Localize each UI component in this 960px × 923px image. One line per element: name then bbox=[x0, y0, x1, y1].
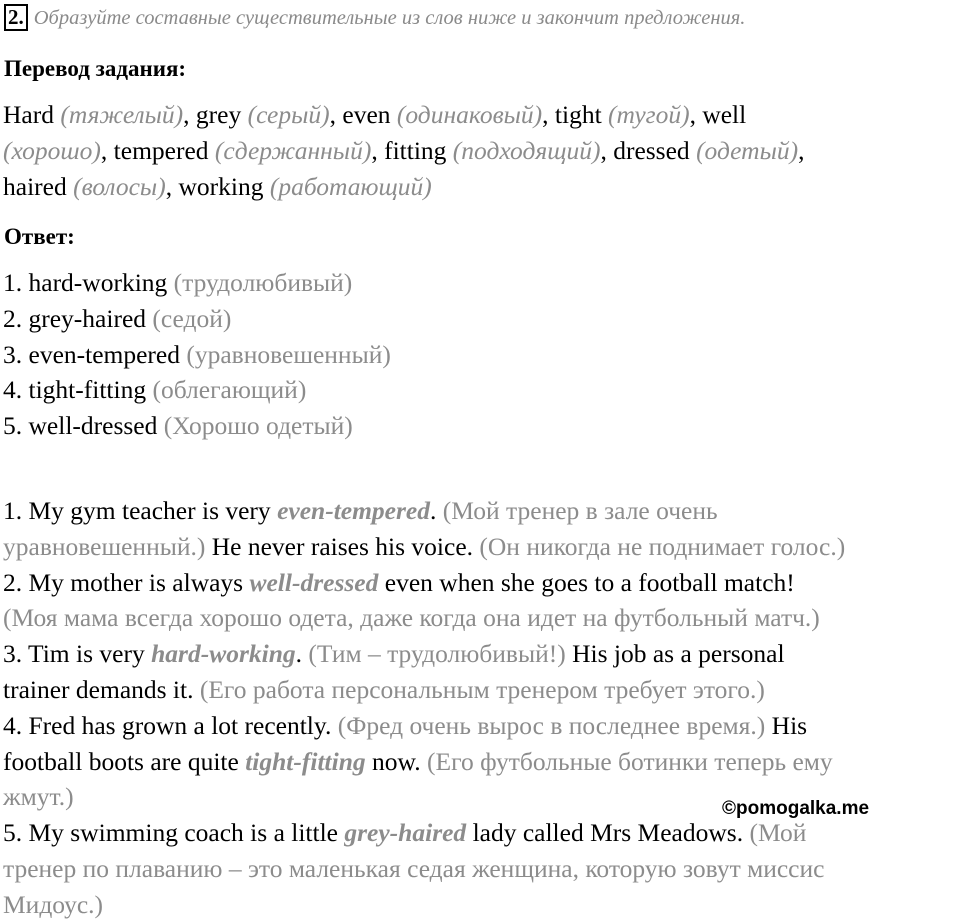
word-translation: (подходящий) bbox=[452, 135, 601, 165]
task-number: 2. bbox=[4, 4, 28, 31]
answer-translation: (трудолюбивый) bbox=[173, 268, 353, 297]
sentence-4: 4. Fred has grown a lot recently. (Фред очень вырос в последнее время.) His football boots are quite tight-fitting now. (Его футбольные ботинки теперь ему жмут.) bbox=[3, 710, 833, 812]
word: Hard bbox=[3, 100, 54, 129]
word: tempered bbox=[113, 135, 209, 165]
answer-translation: (седой) bbox=[152, 303, 232, 333]
answer-word: hard-working bbox=[28, 268, 168, 297]
word: haired bbox=[3, 171, 67, 201]
answer-item: 1. hard-working (трудолюбивый) bbox=[3, 268, 353, 297]
task-instruction: Образуйте составные существительные из слов ниже и закончит предложения. bbox=[33, 7, 746, 29]
translation-heading: Перевод задания: bbox=[4, 56, 187, 81]
answer-inline: even-tempered bbox=[277, 496, 430, 525]
answer-translation: (Хорошо одетый) bbox=[163, 411, 353, 441]
sentences bbox=[3, 493, 958, 923]
answer-word: well-dressed bbox=[28, 411, 158, 441]
word: fitting bbox=[384, 135, 447, 165]
watermark: ©pomogalka.me bbox=[722, 798, 870, 819]
word-translation: (хорошо) bbox=[3, 135, 101, 165]
answer-list bbox=[3, 265, 958, 444]
word-translation: (серый) bbox=[247, 100, 330, 129]
task-line bbox=[4, 4, 954, 32]
word: dressed bbox=[613, 135, 690, 165]
word-translation: (одинаковый) bbox=[396, 100, 543, 129]
word-translation: (одетый) bbox=[696, 135, 799, 165]
word: even bbox=[342, 100, 391, 129]
word: tight bbox=[554, 100, 602, 129]
word-translation: (тугой) bbox=[608, 100, 690, 129]
word: working bbox=[178, 171, 264, 201]
answer-word: tight-fitting bbox=[28, 375, 147, 405]
answer-inline: hard-working bbox=[151, 639, 296, 669]
sentence-3: 3. Tim is very hard-working. (Тим – трудолюбивый!) His job as a personal trainer demands it. (Его работа персональным тренером требует этого.) bbox=[3, 639, 785, 704]
sentence-2: 2. My mother is always well-dressed even when she goes to a football match! (Моя мама всегда хорошо одета, даже когда она идет на футбольный матч.) bbox=[3, 567, 820, 633]
word: well bbox=[702, 100, 747, 129]
answer-heading: Ответ: bbox=[4, 224, 75, 249]
answer-item: 3. even-tempered (уравновешенный) bbox=[3, 339, 391, 369]
answer-item: 2. grey-haired (седой) bbox=[3, 303, 232, 333]
answer-item: 4. tight-fitting (облегающий) bbox=[3, 375, 307, 405]
sentence-1: 1. My gym teacher is very even-tempered. (Мой тренер в зале очень уравновешенный.) He never raises his voice. (Он никогда не поднимает голос.) bbox=[3, 496, 846, 561]
answer-word: grey-haired bbox=[28, 303, 147, 333]
answer-inline: well-dressed bbox=[249, 567, 379, 597]
word: grey bbox=[195, 100, 242, 129]
answer-translation: (облегающий) bbox=[152, 375, 307, 405]
word-translation: (работающий) bbox=[269, 171, 432, 201]
word-translation: (сдержанный) bbox=[214, 135, 372, 165]
answer-inline: grey-haired bbox=[344, 818, 467, 848]
word-translation: (тяжелый) bbox=[60, 100, 184, 129]
answer-word: even-tempered bbox=[28, 339, 180, 369]
answer-inline: tight-fitting bbox=[245, 746, 366, 776]
answer-item: 5. well-dressed (Хорошо одетый) bbox=[3, 411, 353, 441]
answer-translation: (уравновешенный) bbox=[186, 339, 391, 369]
word-list: Hard (тяжелый), grey (серый), even (одинаковый), tight (тугой), well (хорошо), tempered (сдержанный), fitting (подходящий), dressed (одетый), haired (волосы), working (работающий) bbox=[3, 100, 805, 201]
word-translation: (волосы) bbox=[73, 171, 166, 201]
sentence-5: 5. My swimming coach is a little grey-haired lady called Mrs Meadows. (Мой тренер по плаванию – это маленькая седая женщина, которую зовут миссис Мидоус.) bbox=[3, 818, 825, 919]
